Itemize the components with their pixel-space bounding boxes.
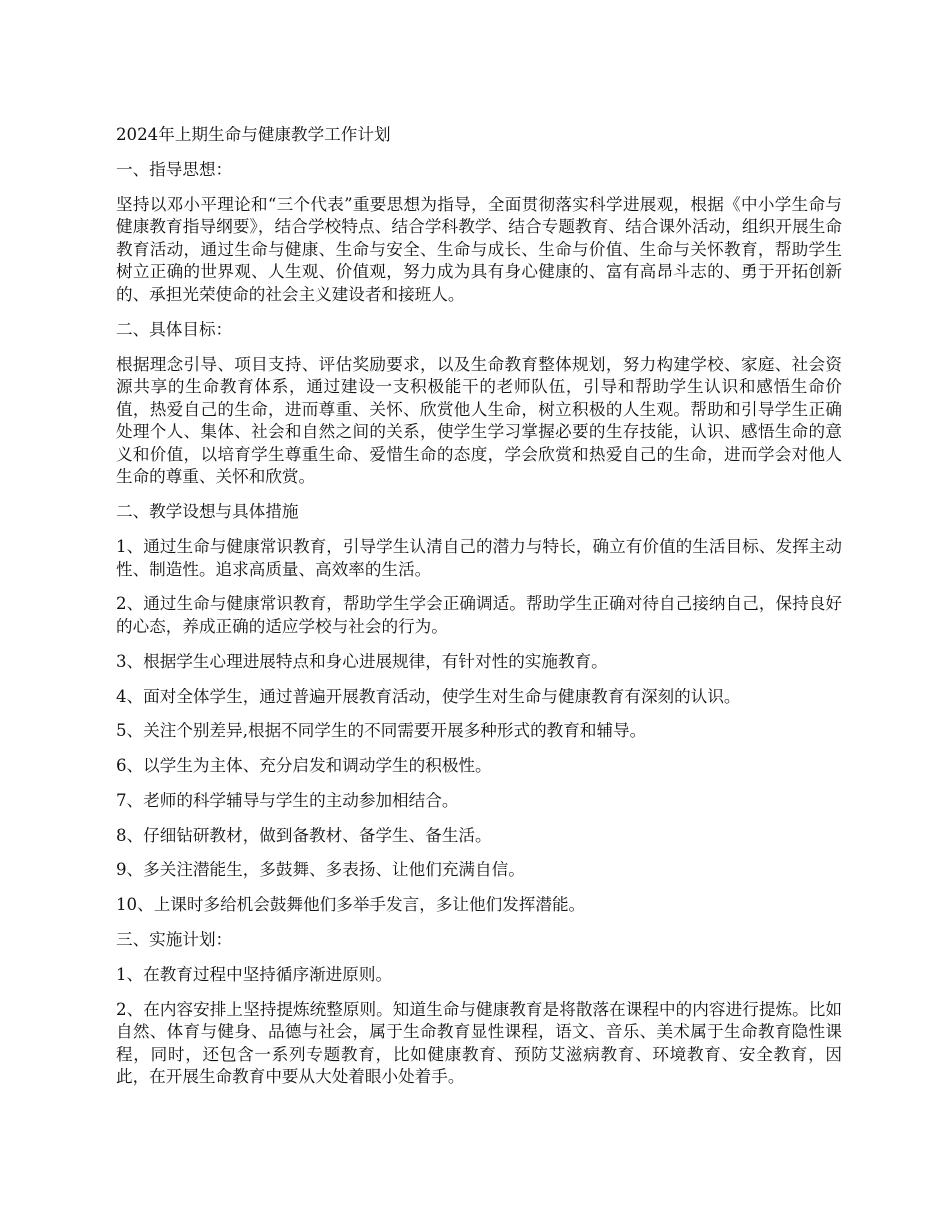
list-item-measure-9: 9、多关注潜能生，多鼓舞、多表扬、让他们充满自信。: [116, 860, 525, 880]
list-item-measure-2: 2、通过生命与健康常识教育，帮助学生学会正确调适。帮助学生正确对待自己接纳自己，保持良好的心态，养成正确的适应学校与社会的行为。: [116, 594, 842, 636]
list-item-measure-3: 3、根据学生心理进展特点和身心进展规律，有针对性的实施教育。: [116, 651, 608, 671]
section-heading-teaching-measures: 二、教学设想与具体措施: [116, 502, 299, 522]
list-item-plan-1: 1、在教育过程中坚持循序渐进原则。: [116, 964, 393, 984]
list-item-plan-2: 2、在内容安排上坚持提炼统整原则。知道生命与健康教育是将散落在课程中的内容进行提炼。比如自然、体育与健身、品德与社会，属于生命教育显性课程，语文、音乐、美术属于生命教育隐性课程，同时，还包含一系列专题教育，比如健康教育、预防艾滋病教育、环境教育、安全教育，因此，在开展生命教育中要从大处着眼小处着手。: [116, 999, 842, 1087]
paragraph-specific-goals: 根据理念引导、项目支持、评估奖励要求，以及生命教育整体规划，努力构建学校、家庭、社会资源共享的生命教育体系，通过建设一支积极能干的老师队伍，引导和帮助学生认识和感悟生命价值，热爱自己的生命，进而尊重、关怀、欣赏他人生命，树立积极的人生观。帮助和引导学生正确处理个人、集体、社会和自然之间的关系，使学生学习掌握必要的生存技能，认识、感悟生命的意义和价值，以培育学生尊重生命、爱惜生命的态度，学会欣赏和热爱自己的生命，进而学会对他人生命的尊重、关怀和欣赏。: [116, 354, 842, 487]
list-item-measure-7: 7、老师的科学辅导与学生的主动参加相结合。: [116, 790, 459, 810]
section-heading-specific-goals: 二、具体目标：: [116, 319, 233, 339]
section-heading-guiding-ideology: 一、指导思想：: [116, 159, 233, 179]
document-body: [116, 124, 842, 1101]
list-item-measure-4: 4、面对全体学生，通过普遍开展教育活动，使学生对生命与健康教育有深刻的认识。: [116, 686, 741, 706]
list-item-measure-6: 6、以学生为主体、充分启发和调动学生的积极性。: [116, 756, 492, 776]
section-heading-implementation-plan: 三、实施计划：: [116, 930, 233, 950]
paragraph-guiding-ideology: 坚持以邓小平理论和“三个代表”重要思想为指导，全面贯彻落实科学进展观，根据《中小学生命与健康教育指导纲要》，结合学校特点、结合学科教学、结合专题教育、结合课外活动，组织开展生命教育活动，通过生命与健康、生命与安全、生命与成长、生命与价值、生命与关怀教育，帮助学生树立正确的世界观、人生观、价值观，努力成为具有身心健康的、富有高昂斗志的、勇于开拓创新的、承担光荣使命的社会主义建设者和接班人。: [116, 194, 842, 304]
list-item-measure-1: 1、通过生命与健康常识教育，引导学生认清自己的潜力与特长，确立有价值的生活目标、发挥主动性、制造性。追求高质量、高效率的生活。: [116, 537, 842, 579]
list-item-measure-8: 8、仔细钻研教材，做到备教材、备学生、备生活。: [116, 825, 492, 845]
document-title: 2024年上期生命与健康教学工作计划: [116, 125, 391, 144]
list-item-measure-5: 5、关注个别差异,根据不同学生的不同需要开展多种形式的教育和辅导。: [116, 721, 647, 741]
list-item-measure-10: 10、上课时多给机会鼓舞他们多举手发言，多让他们发挥潜能。: [116, 895, 586, 915]
